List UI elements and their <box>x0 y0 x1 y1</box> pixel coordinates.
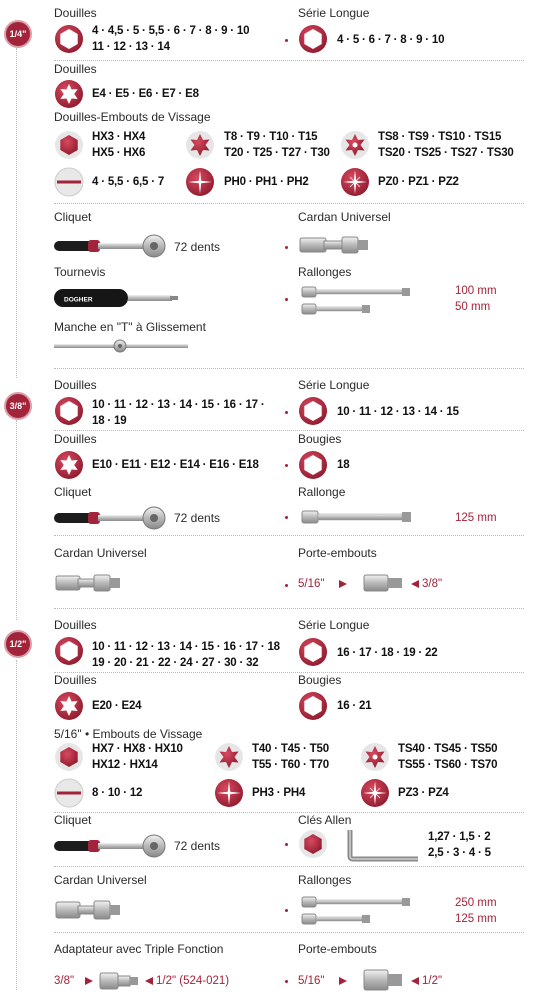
cardan-label: Cardan Universel <box>54 873 147 887</box>
arrow-right-icon <box>338 579 348 589</box>
rallonge-100: 100 mm <box>455 285 497 297</box>
ts-sizes-line1: TS40 · TS45 · TS50 <box>398 743 498 755</box>
serie-longue-label: Série Longue <box>298 6 370 20</box>
ts-sizes-line2: TS55 · TS60 · TS70 <box>398 759 498 771</box>
adaptateur-in-size: 3/8" <box>54 975 75 987</box>
hex-key-bit-icon <box>298 829 328 859</box>
universal-joint-icon <box>298 232 372 258</box>
rallonge-label: Rallonge <box>298 485 346 499</box>
douilles-sizes-line2: 18 · 19 <box>92 415 127 427</box>
brand-text: DOGHER <box>64 296 93 304</box>
tournevis-label: Tournevis <box>54 265 106 279</box>
douilles-sizes-line2: 19 · 20 · 21 · 22 · 24 · 27 · 30 · 32 <box>92 657 259 669</box>
bougies-sizes: 16 · 21 <box>337 700 372 712</box>
torx-bit-icon <box>214 742 244 772</box>
cardan-label: Cardan Universel <box>298 210 391 224</box>
cles-allen-label: Clés Allen <box>298 813 352 827</box>
cliquet-teeth: 72 dents <box>174 839 221 853</box>
douilles-e-label: Douilles <box>54 673 97 687</box>
universal-joint-icon <box>54 570 124 596</box>
douilles-label: Douilles <box>54 378 97 392</box>
douilles-sizes-line1: 10 · 11 · 12 · 13 · 14 · 15 · 16 · 17 · <box>92 399 265 411</box>
pz-sizes: PZ0 · PZ1 · PZ2 <box>378 176 459 188</box>
douilles-sizes-line1: 4 · 4,5 · 5 · 5,5 · 6 · 7 · 8 · 9 · 10 <box>92 25 250 37</box>
hex-socket-icon <box>54 24 84 54</box>
bougies-label: Bougies <box>298 432 342 446</box>
arrow-left-icon <box>410 579 420 589</box>
douilles-label: Douilles <box>54 6 97 20</box>
arrow-right-icon <box>84 976 94 986</box>
rallonge-50: 50 mm <box>455 301 491 313</box>
rallonge-125: 125 mm <box>455 913 497 925</box>
torx-socket-icon <box>54 450 84 480</box>
size-badge-three-eighths: 3/8" <box>4 392 32 420</box>
extension-bars-icon <box>298 894 416 928</box>
extension-bars-icon <box>298 284 416 318</box>
serie-longue-label: Série Longue <box>298 618 370 632</box>
rallonge-125: 125 mm <box>455 512 497 524</box>
rallonges-label: Rallonges <box>298 873 352 887</box>
douilles-label: Douilles <box>54 618 97 632</box>
arrow-right-icon <box>338 976 348 986</box>
ratchet-icon <box>52 506 170 530</box>
douilles-e-sizes: E4 · E5 · E6 · E7 · E8 <box>92 88 199 100</box>
douilles-e-label: Douilles <box>54 432 97 446</box>
flat-bit-icon <box>54 167 84 197</box>
torx-sizes-line2: T20 · T25 · T27 · T30 <box>224 147 330 159</box>
cliquet-teeth: 72 dents <box>174 511 221 525</box>
ratchet-icon <box>52 234 170 258</box>
ph-sizes: PH0 · PH1 · PH2 <box>224 176 309 188</box>
hex-socket-icon <box>54 636 84 666</box>
hex-socket-icon <box>298 396 328 426</box>
porte-in-size: 5/16" <box>298 578 325 590</box>
douilles-sizes-line1: 10 · 11 · 12 · 13 · 14 · 15 · 16 · 17 · 18 <box>92 641 280 653</box>
screwdriver-icon <box>52 287 182 309</box>
bougies-label: Bougies <box>298 673 342 687</box>
cliquet-label: Cliquet <box>54 485 92 499</box>
ts-sizes-line2: TS20 · TS25 · TS27 · TS30 <box>378 147 514 159</box>
hx-sizes-line1: HX3 · HX4 <box>92 131 146 143</box>
allen-key-icon <box>346 826 422 862</box>
hex-bit-icon <box>54 742 84 772</box>
douilles-e-sizes: E10 · E11 · E12 · E14 · E16 · E18 <box>92 459 259 471</box>
pz-sizes: PZ3 · PZ4 <box>398 787 449 799</box>
cliquet-teeth: 72 dents <box>174 240 221 254</box>
porte-embouts-label: Porte-embouts <box>298 942 377 956</box>
torx-socket-icon <box>54 691 84 721</box>
pozidriv-bit-icon <box>360 778 390 808</box>
torx-socket-icon <box>54 79 84 109</box>
douilles-e-sizes: E20 · E24 <box>92 700 142 712</box>
cliquet-label: Cliquet <box>54 813 92 827</box>
arrow-left-icon <box>410 976 420 986</box>
ratchet-icon <box>52 834 170 858</box>
hx-sizes-line2: HX12 · HX14 <box>92 759 158 771</box>
bit-holder-icon <box>362 570 406 596</box>
douilles-sizes-line2: 11 · 12 · 13 · 14 <box>92 41 170 53</box>
pozidriv-bit-icon <box>340 167 370 197</box>
ts-sizes-line1: TS8 · TS9 · TS10 · TS15 <box>378 131 502 143</box>
serie-longue-sizes: 4 · 5 · 6 · 7 · 8 · 9 · 10 <box>337 34 445 46</box>
flat-bit-sizes: 4 · 5,5 · 6,5 · 7 <box>92 176 165 188</box>
serie-longue-sizes: 16 · 17 · 18 · 19 · 22 <box>337 647 438 659</box>
serie-longue-label: Série Longue <box>298 378 370 392</box>
flat-bit-icon <box>54 778 84 808</box>
hex-socket-icon <box>298 24 328 54</box>
hex-socket-icon <box>298 637 328 667</box>
rallonges-label: Rallonges <box>298 265 352 279</box>
ph-sizes: PH3 · PH4 <box>252 787 306 799</box>
porte-out-size: 1/2" <box>422 975 443 987</box>
cles-allen-sizes-line1: 1,27 · 1,5 · 2 <box>428 831 491 843</box>
universal-joint-icon <box>54 896 124 924</box>
cliquet-label: Cliquet <box>54 210 92 224</box>
porte-out-size: 3/8" <box>422 578 443 590</box>
hx-sizes-line2: HX5 · HX6 <box>92 147 146 159</box>
embouts-label: Douilles-Embouts de Vissage <box>54 110 211 124</box>
torx-sizes-line1: T40 · T45 · T50 <box>252 743 329 755</box>
porte-in-size: 5/16" <box>298 975 325 987</box>
torx-bit-icon <box>185 130 215 160</box>
cardan-label: Cardan Universel <box>54 546 147 560</box>
flat-bit-sizes: 8 · 10 · 12 <box>92 787 143 799</box>
bit-holder-icon <box>362 966 406 994</box>
adapter-icon <box>98 968 142 994</box>
hx-sizes-line1: HX7 · HX8 · HX10 <box>92 743 183 755</box>
douilles-e-label: Douilles <box>54 62 97 76</box>
phillips-bit-icon <box>214 778 244 808</box>
size-badge-half: 1/2" <box>4 630 32 658</box>
cles-allen-sizes-line2: 2,5 · 3 · 4 · 5 <box>428 847 491 859</box>
adaptateur-out-size: 1/2" (524-021) <box>156 975 230 987</box>
torx-sizes-line1: T8 · T9 · T10 · T15 <box>224 131 318 143</box>
t-handle-icon <box>52 338 192 354</box>
hex-socket-icon <box>298 450 328 480</box>
size-badge-quarter: 1/4" <box>4 20 32 48</box>
tamper-torx-bit-icon <box>340 130 370 160</box>
arrow-left-icon <box>144 976 154 986</box>
bougies-size: 18 <box>337 459 350 471</box>
tamper-torx-bit-icon <box>360 742 390 772</box>
rallonge-250: 250 mm <box>455 897 497 909</box>
extension-bar-icon <box>298 506 416 528</box>
embouts-label: 5/16" • Embouts de Vissage <box>54 727 203 741</box>
torx-sizes-line2: T55 · T60 · T70 <box>252 759 329 771</box>
manche-t-label: Manche en "T" à Glissement <box>54 320 206 334</box>
hex-socket-icon <box>54 396 84 426</box>
phillips-bit-icon <box>185 167 215 197</box>
hex-socket-icon <box>298 691 328 721</box>
serie-longue-sizes: 10 · 11 · 12 · 13 · 14 · 15 <box>337 406 459 418</box>
hex-bit-icon <box>54 130 84 160</box>
porte-embouts-label: Porte-embouts <box>298 546 377 560</box>
adaptateur-label: Adaptateur avec Triple Fonction <box>54 942 224 956</box>
